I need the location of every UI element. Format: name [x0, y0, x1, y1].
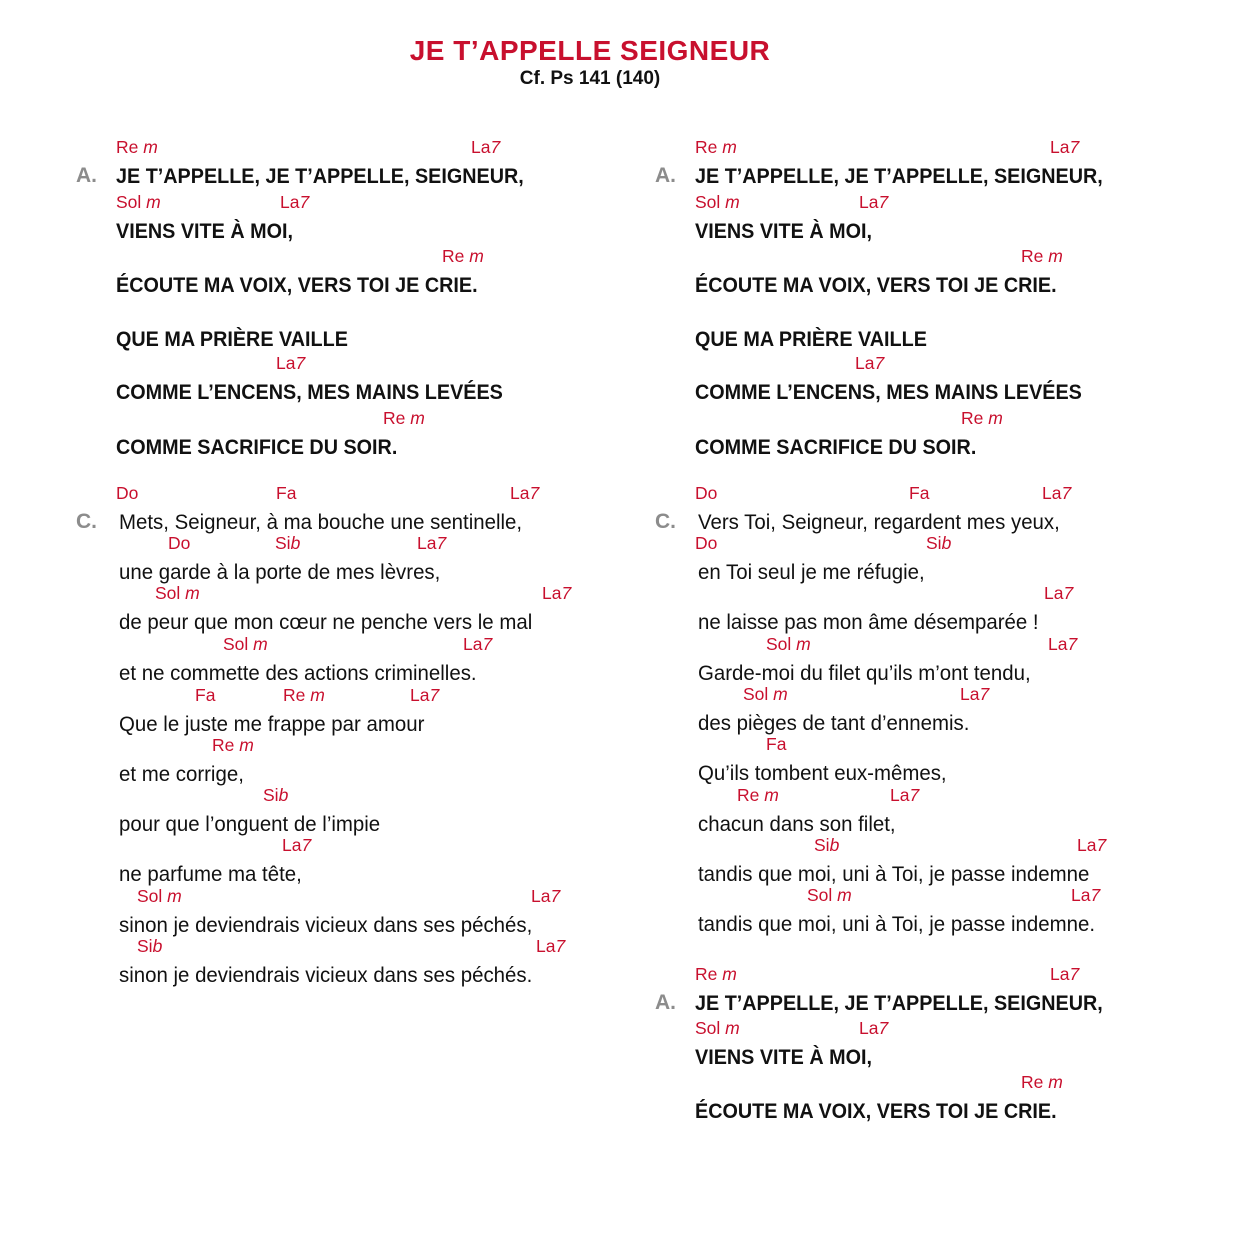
chord-root: La	[280, 192, 300, 212]
chord-root: La	[1050, 137, 1070, 157]
chord-quality: 7	[482, 634, 493, 654]
chord-label	[463, 634, 492, 655]
refrain-line: ÉCOUTE MA VOIX, VERS TOI JE CRIE.	[695, 273, 1057, 297]
chord-quality: m	[248, 634, 268, 654]
verse-line: tandis que moi, uni à Toi, je passe indemne.	[698, 912, 1096, 936]
chord-root: La	[1050, 964, 1070, 984]
chord-quality: 7	[490, 137, 501, 157]
chord-quality: m	[720, 1018, 740, 1038]
chord-quality: 7	[429, 685, 440, 705]
chord-label	[116, 137, 158, 158]
chord-label	[743, 684, 788, 705]
chord-quality: m	[405, 408, 425, 428]
chord-label	[283, 685, 325, 706]
chord-root: Si	[263, 785, 279, 805]
chord-root: La	[463, 634, 483, 654]
chord-quality: 7	[1069, 137, 1080, 157]
chord-quality: m	[141, 192, 161, 212]
chord-label	[1044, 583, 1073, 604]
chord-root: Re	[383, 408, 406, 428]
verse-line: sinon je deviendrais vicieux dans ses péchés,	[119, 913, 533, 937]
chord-root: Fa	[195, 685, 216, 705]
chord-root: La	[510, 483, 530, 503]
chord-quality: m	[832, 885, 852, 905]
chord-root: Re	[737, 785, 760, 805]
chord-label	[276, 353, 305, 374]
chord-quality: 7	[561, 583, 572, 603]
chord-root: Re	[695, 137, 718, 157]
chord-label	[275, 533, 300, 554]
chord-root: Sol	[155, 583, 181, 603]
chord-label	[1050, 137, 1079, 158]
chord-label	[1071, 885, 1100, 906]
chord-quality: m	[138, 137, 158, 157]
chord-root: La	[417, 533, 437, 553]
verse-line: pour que l’onguent de l’impie	[119, 812, 381, 836]
chord-label	[116, 192, 161, 213]
chord-quality: 7	[878, 192, 889, 212]
chord-quality: b	[152, 936, 163, 956]
chord-quality: 7	[878, 1018, 889, 1038]
chord-label	[510, 483, 539, 504]
refrain-line: QUE MA PRIÈRE VAILLE	[695, 327, 927, 351]
chord-root: La	[855, 353, 875, 373]
chord-quality: m	[717, 964, 737, 984]
chord-label	[1050, 964, 1079, 985]
chord-root: La	[1048, 634, 1068, 654]
chord-label	[890, 785, 919, 806]
verse-line: chacun dans son filet,	[698, 812, 896, 836]
chord-label	[859, 192, 888, 213]
chord-quality: 7	[1090, 885, 1101, 905]
chord-quality: 7	[299, 192, 310, 212]
chord-root: La	[1042, 483, 1062, 503]
chord-label	[195, 685, 215, 706]
chord-root: Do	[695, 533, 718, 553]
chord-quality: m	[983, 408, 1003, 428]
chord-quality: m	[305, 685, 325, 705]
chord-label	[417, 533, 446, 554]
verse-line: tandis que moi, uni à Toi, je passe indemne	[698, 862, 1090, 886]
chord-quality: m	[791, 634, 811, 654]
chord-label	[695, 192, 740, 213]
chord-label	[442, 246, 484, 267]
refrain-line: JE T’APPELLE, JE T’APPELLE, SEIGNEUR,	[116, 164, 524, 188]
chord-root: Re	[116, 137, 139, 157]
refrain-line: VIENS VITE À MOI,	[695, 1045, 872, 1069]
chord-label	[137, 886, 182, 907]
chord-label	[168, 533, 190, 554]
chord-root: Fa	[276, 483, 297, 503]
chord-label	[276, 483, 296, 504]
chord-root: Do	[695, 483, 718, 503]
chord-label	[1077, 835, 1106, 856]
chord-label	[859, 1018, 888, 1039]
chord-quality: 7	[1067, 634, 1078, 654]
verse-line: Que le juste me frappe par amour	[119, 712, 425, 736]
refrain-line: QUE MA PRIÈRE VAILLE	[116, 327, 348, 351]
chord-root: Do	[168, 533, 191, 553]
verse-line: Mets, Seigneur, à ma bouche une sentinelle,	[119, 510, 523, 534]
verse-line: ne laisse pas mon âme désemparée !	[698, 610, 1039, 634]
chord-root: Do	[116, 483, 139, 503]
section-label: C.	[655, 510, 676, 533]
refrain-line: VIENS VITE À MOI,	[116, 219, 293, 243]
verse-line: sinon je deviendrais vicieux dans ses péchés.	[119, 963, 533, 987]
chord-label	[1021, 1072, 1063, 1093]
chord-label	[263, 785, 288, 806]
chord-quality: 7	[1061, 483, 1072, 503]
refrain-line: COMME SACRIFICE DU SOIR.	[695, 435, 977, 459]
section-label: A.	[76, 164, 97, 187]
chord-label	[766, 734, 786, 755]
verse-line: et me corrige,	[119, 762, 244, 786]
refrain-line: VIENS VITE À MOI,	[695, 219, 872, 243]
chord-quality: 7	[550, 886, 561, 906]
chord-root: La	[282, 835, 302, 855]
chord-root: Sol	[116, 192, 142, 212]
section-label: A.	[655, 991, 676, 1014]
chord-label	[695, 483, 717, 504]
chord-root: Sol	[743, 684, 769, 704]
song-subtitle: Cf. Ps 141 (140)	[519, 68, 661, 89]
chord-root: Fa	[909, 483, 930, 503]
chord-label	[471, 137, 500, 158]
refrain-line: JE T’APPELLE, JE T’APPELLE, SEIGNEUR,	[695, 164, 1103, 188]
chord-quality: b	[829, 835, 840, 855]
chord-quality: m	[162, 886, 182, 906]
chord-label	[223, 634, 268, 655]
chord-root: La	[471, 137, 491, 157]
chord-quality: 7	[436, 533, 447, 553]
chord-quality: m	[234, 735, 254, 755]
verse-line: des pièges de tant d’ennemis.	[698, 711, 970, 735]
chord-root: La	[859, 1018, 879, 1038]
chord-root: Re	[1021, 1072, 1044, 1092]
chord-root: Sol	[807, 885, 833, 905]
chord-label	[1021, 246, 1063, 267]
verse-line: et ne commette des actions criminelles.	[119, 661, 477, 685]
chord-label	[1042, 483, 1071, 504]
chord-quality: b	[278, 785, 289, 805]
chord-label	[695, 533, 717, 554]
chord-label	[961, 408, 1003, 429]
chord-label	[737, 785, 779, 806]
verse-line: ne parfume ma tête,	[119, 862, 302, 886]
chord-root: Re	[442, 246, 465, 266]
section-label: A.	[655, 164, 676, 187]
chord-label	[1048, 634, 1077, 655]
chord-root: La	[410, 685, 430, 705]
chord-quality: 7	[1069, 964, 1080, 984]
chord-root: Si	[275, 533, 291, 553]
chord-label	[960, 684, 989, 705]
chord-root: Sol	[695, 192, 721, 212]
chord-label	[116, 483, 138, 504]
chord-root: Re	[961, 408, 984, 428]
chord-root: Re	[212, 735, 235, 755]
chord-quality: m	[464, 246, 484, 266]
chord-quality: b	[941, 533, 952, 553]
chord-label	[531, 886, 560, 907]
chord-label	[909, 483, 929, 504]
chord-root: La	[960, 684, 980, 704]
chord-root: La	[1044, 583, 1064, 603]
chord-quality: 7	[1096, 835, 1107, 855]
chord-quality: 7	[979, 684, 990, 704]
verse-line: Vers Toi, Seigneur, regardent mes yeux,	[698, 510, 1060, 534]
verse-line: Qu’ils tombent eux-mêmes,	[698, 761, 947, 785]
chord-label	[282, 835, 311, 856]
chord-label	[695, 1018, 740, 1039]
chord-quality: m	[1043, 1072, 1063, 1092]
chord-root: La	[890, 785, 910, 805]
verse-line: une garde à la porte de mes lèvres,	[119, 560, 441, 584]
chord-label	[926, 533, 951, 554]
chord-label	[807, 885, 852, 906]
chord-quality: b	[290, 533, 301, 553]
chord-root: Si	[137, 936, 153, 956]
chord-root: La	[1071, 885, 1091, 905]
chord-root: Si	[814, 835, 830, 855]
chord-root: La	[542, 583, 562, 603]
verse-line: de peur que mon cœur ne penche vers le mal	[119, 610, 533, 634]
chord-root: Re	[283, 685, 306, 705]
refrain-line: ÉCOUTE MA VOIX, VERS TOI JE CRIE.	[695, 1099, 1057, 1123]
refrain-line: COMME SACRIFICE DU SOIR.	[116, 435, 398, 459]
chord-quality: 7	[295, 353, 306, 373]
chord-label	[814, 835, 839, 856]
chord-quality: 7	[555, 936, 566, 956]
chord-root: Fa	[766, 734, 787, 754]
refrain-line: ÉCOUTE MA VOIX, VERS TOI JE CRIE.	[116, 273, 478, 297]
chord-root: Sol	[137, 886, 163, 906]
chord-quality: 7	[874, 353, 885, 373]
chord-root: Sol	[766, 634, 792, 654]
chord-root: La	[1077, 835, 1097, 855]
chord-root: Si	[926, 533, 942, 553]
chord-root: Sol	[223, 634, 249, 654]
chord-quality: m	[1043, 246, 1063, 266]
refrain-line: JE T’APPELLE, JE T’APPELLE, SEIGNEUR,	[695, 991, 1103, 1015]
chord-label	[155, 583, 200, 604]
chord-label	[855, 353, 884, 374]
chord-root: Re	[1021, 246, 1044, 266]
chord-label	[212, 735, 254, 756]
chord-quality: m	[759, 785, 779, 805]
chord-quality: m	[180, 583, 200, 603]
verse-line: Garde-moi du filet qu’ils m’ont tendu,	[698, 661, 1031, 685]
chord-label	[410, 685, 439, 706]
refrain-line: COMME L’ENCENS, MES MAINS LEVÉES	[116, 380, 503, 404]
chord-root: La	[536, 936, 556, 956]
chord-root: La	[276, 353, 296, 373]
chord-quality: 7	[909, 785, 920, 805]
chord-root: La	[531, 886, 551, 906]
chord-quality: m	[768, 684, 788, 704]
chord-label	[542, 583, 571, 604]
chord-quality: m	[717, 137, 737, 157]
chord-quality: 7	[529, 483, 540, 503]
section-label: C.	[76, 510, 97, 533]
chord-label	[536, 936, 565, 957]
chord-label	[695, 964, 737, 985]
chord-quality: m	[720, 192, 740, 212]
refrain-line: COMME L’ENCENS, MES MAINS LEVÉES	[695, 380, 1082, 404]
verse-line: en Toi seul je me réfugie,	[698, 560, 925, 584]
chord-label	[280, 192, 309, 213]
chord-root: Re	[695, 964, 718, 984]
chord-label	[766, 634, 811, 655]
song-title: JE T’APPELLE SEIGNEUR	[409, 35, 771, 66]
chord-label	[695, 137, 737, 158]
chord-label	[137, 936, 162, 957]
chord-quality: 7	[301, 835, 312, 855]
chord-root: Sol	[695, 1018, 721, 1038]
chord-root: La	[859, 192, 879, 212]
chord-quality: 7	[1063, 583, 1074, 603]
chord-label	[383, 408, 425, 429]
